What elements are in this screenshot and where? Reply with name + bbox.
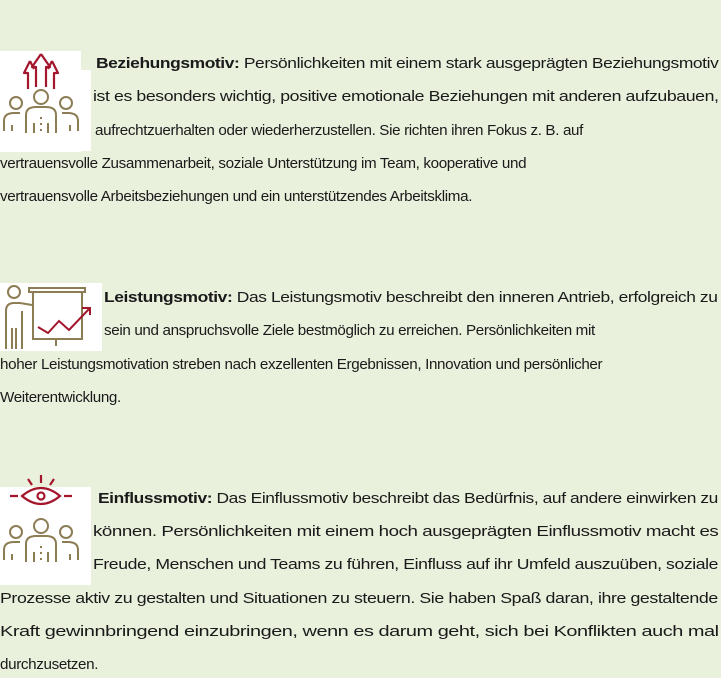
leistungsmotiv-title: Leistungsmotiv: xyxy=(104,289,233,306)
section-3-line-5: Kraft gewinnbringend einzubringen, wenn es darum geht, sich bei Konflikten auch mal xyxy=(0,623,719,640)
section-1-line-2: ist es besonders wichtig, positive emotionale Beziehungen mit anderen aufzubauen, xyxy=(93,88,719,105)
section-3-line-1: Einflussmotiv: Das Einflussmotiv beschreibt das Bedürfnis, auf andere einwirken zu xyxy=(98,490,718,507)
section-3-line-2: können. Persönlichkeiten mit einem hoch ausgeprägten Einflussmotiv macht es xyxy=(93,523,719,540)
section-1-line-5: vertrauensvolle Arbeitsbeziehungen und ein unterstützendes Arbeitsklima. xyxy=(0,188,473,205)
beziehungsmotiv-icon-box-ext xyxy=(81,70,91,151)
beziehungsmotiv-title: Beziehungsmotiv: xyxy=(96,55,240,72)
section-2-line-4: Weiterentwicklung. xyxy=(0,389,121,406)
section-2-line-3: hoher Leistungsmotivation streben nach exzellenten Ergebnissen, Innovation und persönlicher xyxy=(0,356,603,373)
presenter-chart-icon xyxy=(0,283,100,351)
einflussmotiv-title: Einflussmotiv: xyxy=(98,490,213,507)
section-1-line-1: Beziehungsmotiv: Persönlichkeiten mit einem stark ausgeprägten Beziehungsmotiv xyxy=(96,55,719,72)
people-arrows-up-icon xyxy=(0,51,80,141)
people-eye-icon xyxy=(0,472,92,582)
section-3-line-6: durchzusetzen. xyxy=(0,656,99,673)
section-3-line-4: Prozesse aktiv zu gestalten und Situationen zu steuern. Sie haben Spaß daran, ihre gestaltende xyxy=(0,590,718,607)
section-3-line-3: Freude, Menschen und Teams zu führen, Einfluss auf ihr Umfeld auszuüben, soziale xyxy=(93,556,719,573)
section-1-line-4: vertrauensvolle Zusammenarbeit, soziale Unterstützung im Team, kooperative und xyxy=(0,155,527,172)
section-2-line-1: Leistungsmotiv: Das Leistungsmotiv beschreibt den inneren Antrieb, erfolgreich zu xyxy=(104,289,718,306)
section-1-line-3: aufrechtzuerhalten oder wiederherzustellen. Sie richten ihren Fokus z. B. auf xyxy=(95,122,584,139)
section-2-line-2: sein und anspruchsvolle Ziele bestmöglich zu erreichen. Persönlichkeiten mit xyxy=(104,322,595,339)
